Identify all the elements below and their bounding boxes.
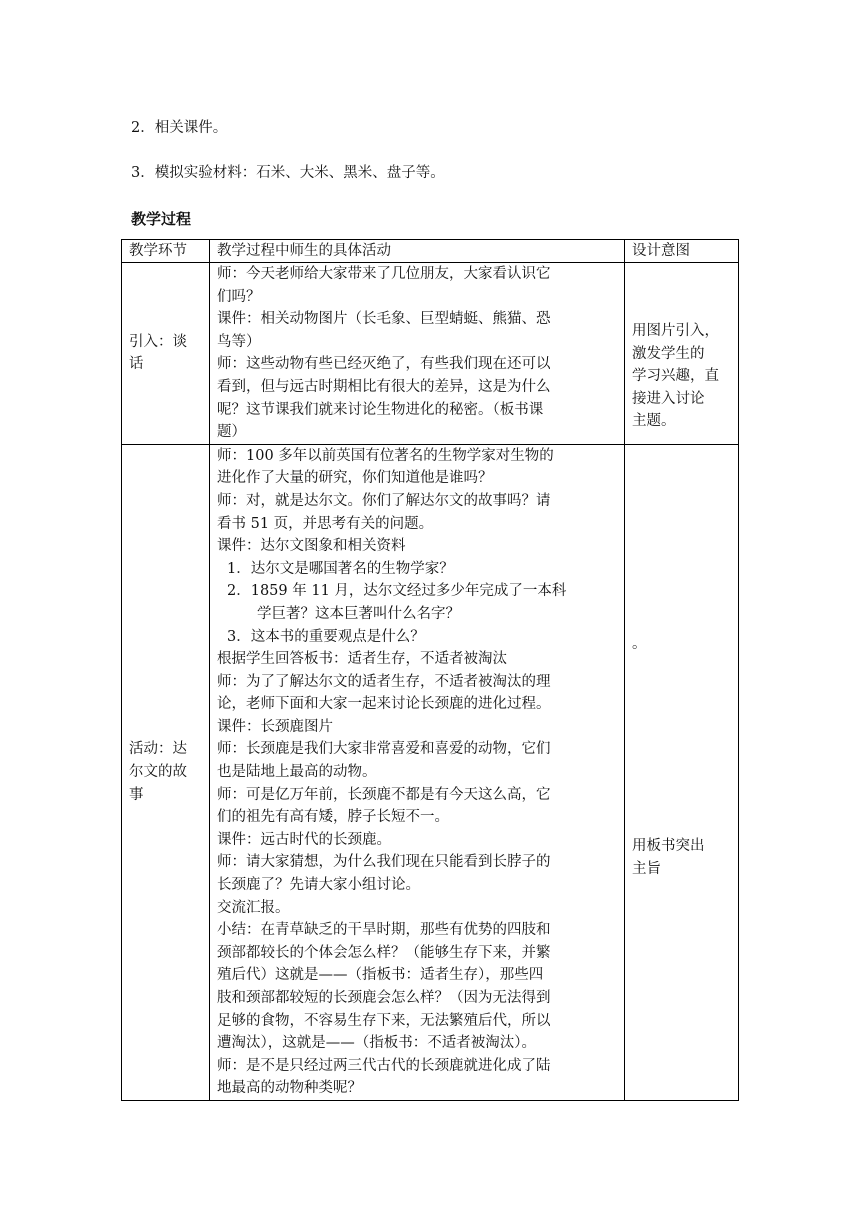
table-row [122, 444, 739, 1100]
activity-line: 也是陆地上最高的动物。 [217, 764, 377, 781]
activity-line: 遭淘汰），这就是——（指板书：不适者被淘汰）。 [217, 1035, 536, 1052]
activity-line: 师：今天老师给大家带来了几位朋友，大家看认识它 [217, 266, 551, 282]
activity-cell [210, 444, 625, 1100]
activity-line: 们的祖先有高有矮，脖子长短不一。 [217, 809, 449, 826]
header-intent: 设计意图 [625, 240, 739, 263]
activity-line: 师：是不是只经过两三代古代的长颈鹿就进化成了陆 [217, 1057, 551, 1074]
activity-line: 课件：远古时代的长颈鹿。 [217, 831, 391, 848]
activity-line: 师：可是亿万年前，长颈鹿不都是有今天这么高，它 [217, 786, 551, 803]
table-header-row [122, 240, 739, 263]
intent-line: 学习兴趣，直 [632, 368, 719, 385]
intent-cell [625, 263, 739, 445]
question-line: 2．1859 年 11 月，达尔文经过多少年完成了一本科 [227, 583, 567, 600]
stage-line: 引入：谈 [129, 333, 187, 350]
stage-line: 话 [129, 356, 144, 373]
header-activity: 教学过程中师生的具体活动 [210, 240, 625, 263]
activity-line: 师：长颈鹿是我们大家非常喜爱和喜爱的动物，它们 [217, 741, 551, 758]
intent-line: 激发学生的 [632, 345, 705, 362]
header-stage: 教学环节 [122, 240, 210, 263]
section-heading: 教学过程 [131, 210, 192, 228]
intent-mark: 。 [632, 635, 647, 652]
activity-line: 课件：达尔文图象和相关资料 [217, 538, 406, 555]
teaching-process-table [121, 239, 739, 1101]
activity-line: 论，老师下面和大家一起来讨论长颈鹿的进化过程。 [217, 696, 551, 713]
activity-line: 肢和颈部都较短的长颈鹿会怎么样？（因为无法得到 [217, 990, 551, 1006]
question-line: 1．达尔文是哪国著名的生物学家？ [227, 560, 454, 577]
activity-line: 小结：在青草缺乏的干旱时期，那些有优势的四肢和 [217, 922, 551, 939]
stage-cell [122, 263, 210, 445]
stage-line: 活动：达 [129, 741, 187, 758]
activity-line: 根据学生回答板书：适者生存，不适者被淘汰 [217, 651, 507, 668]
activity-line: 师：请大家猜想，为什么我们现在只能看到长脖子的 [217, 854, 551, 871]
activity-line: 师：这些动物有些已经灭绝了，有些我们现在还可以 [217, 356, 551, 373]
stage-cell [122, 444, 210, 1100]
activity-line: 长颈鹿了？先请大家小组讨论。 [217, 877, 420, 894]
paragraph-courseware: 2．相关课件。 [131, 120, 228, 136]
activity-line: 足够的食物，不容易生存下来，无法繁殖后代，所以 [217, 1012, 551, 1029]
activity-line: 看书 51 页，并思考有关的问题。 [217, 515, 434, 532]
activity-line: 呢？这节课我们就来讨论生物进化的秘密。（板书课 [217, 401, 544, 418]
activity-line: 进化作了大量的研究，你们知道他是谁吗？ [217, 470, 493, 487]
activity-line: 师：100 多年以前英国有位著名的生物学家对生物的 [217, 447, 554, 464]
intent-line: 接进入讨论 [632, 390, 705, 407]
paragraph-materials: 3．模拟实验材料：石米、大米、黑米、盘子等。 [131, 165, 445, 181]
activity-line: 师：对，就是达尔文。你们了解达尔文的故事吗？请 [217, 492, 551, 509]
intent-line: 用板书突出 [632, 838, 705, 855]
intent-line: 用图片引入， [632, 323, 719, 339]
question-line: 3．这本书的重要观点是什么？ [227, 628, 425, 645]
table-row [122, 263, 739, 445]
activity-line: 鸟等） [217, 333, 261, 350]
activity-line: 地最高的动物种类呢？ [217, 1080, 362, 1097]
stage-line: 事 [129, 786, 144, 803]
activity-line: 殖后代）这就是——（指板书：适者生存），那些四 [217, 967, 544, 984]
activity-line: 们吗？ [217, 288, 261, 305]
activity-line: 交流汇报。 [217, 899, 290, 916]
activity-cell [210, 263, 625, 445]
intent-line: 主旨 [632, 860, 661, 877]
activity-line: 课件：相关动物图片（长毛象、巨型蜻蜓、熊猫、恐 [217, 311, 551, 328]
activity-line: 颈部都较长的个体会怎么样？（能够生存下来，并繁 [217, 944, 551, 961]
intent-cell [625, 444, 739, 1100]
activity-line: 课件：长颈鹿图片 [217, 718, 333, 735]
intent-line: 主题。 [632, 413, 676, 430]
activity-line: 看到，但与远古时期相比有很大的差异，这是为什么 [217, 378, 551, 395]
activity-line: 题） [217, 424, 246, 441]
stage-line: 尔文的故 [129, 764, 187, 781]
activity-line: 师：为了了解达尔文的适者生存，不适者被淘汰的理 [217, 673, 551, 690]
question-line: 学巨著？这本巨著叫什么名字？ [257, 605, 460, 622]
